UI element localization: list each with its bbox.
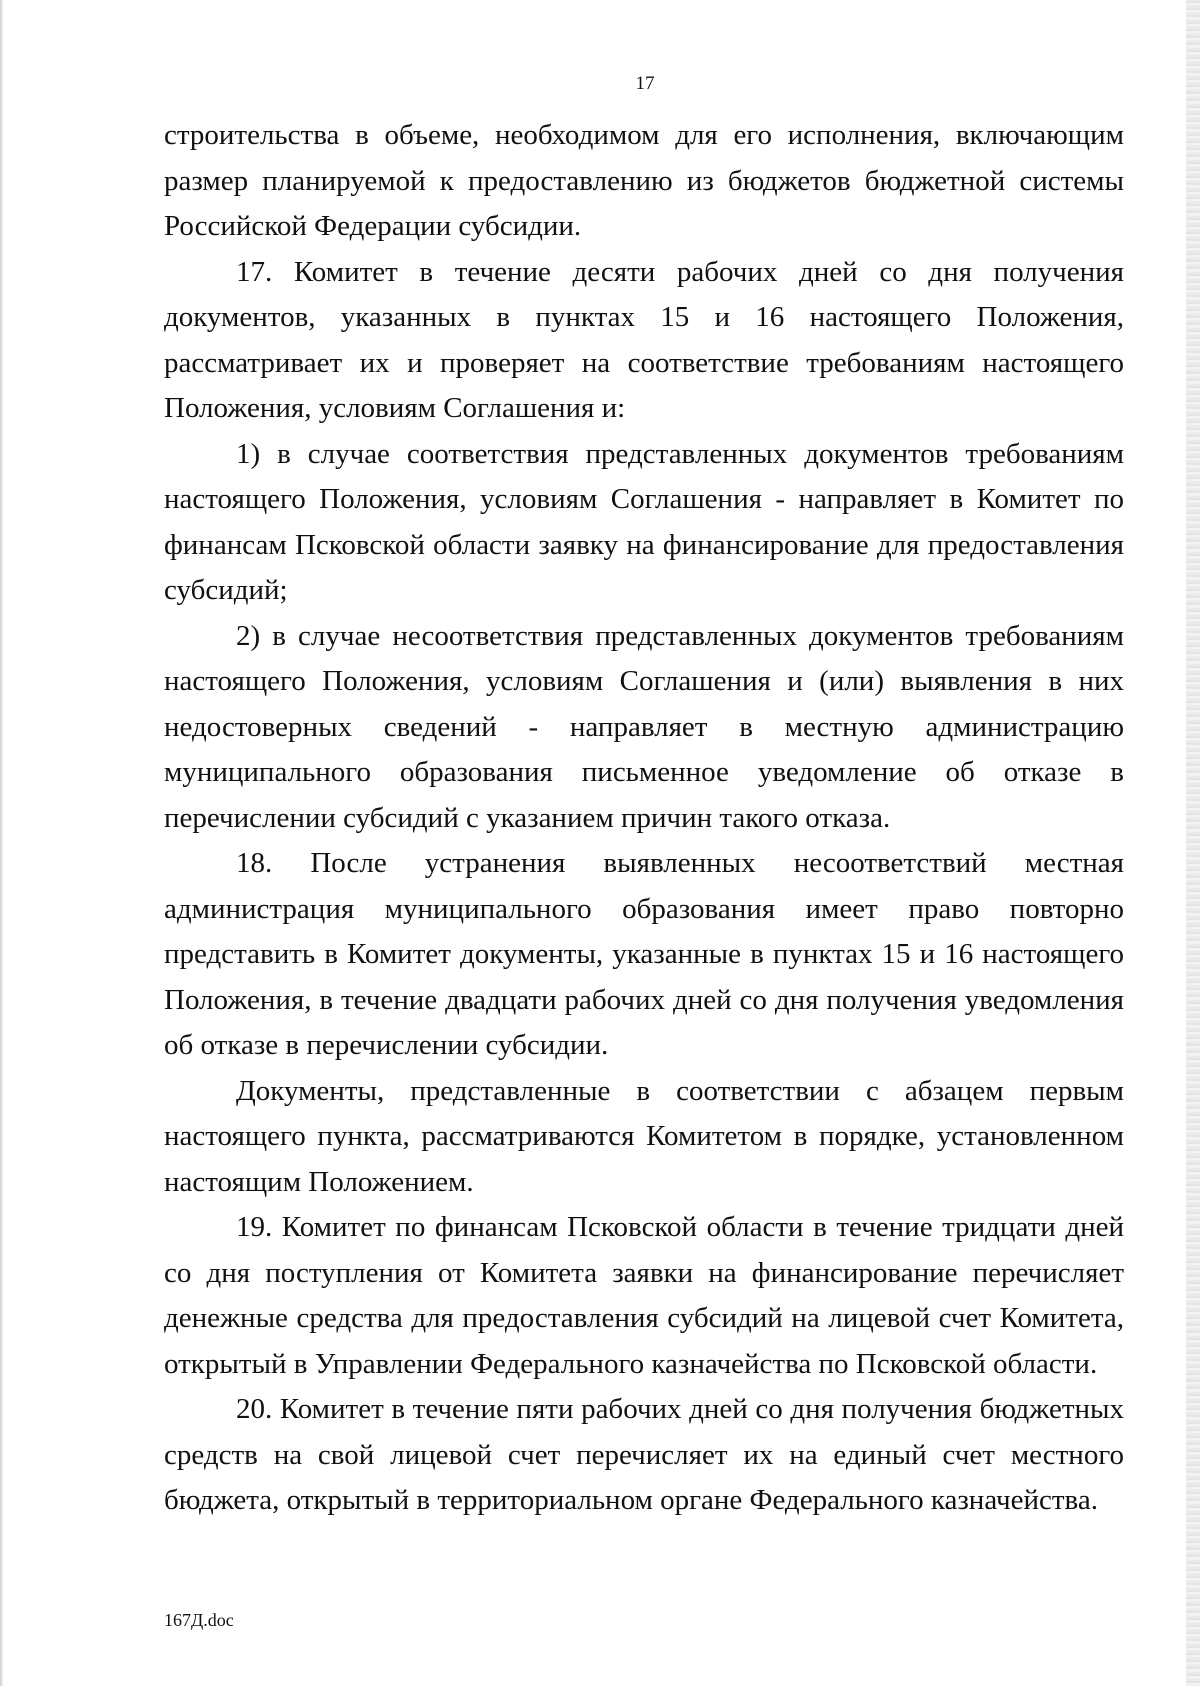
scan-edge-left: [0, 0, 3, 1686]
paragraph-item-20: 20. Комитет в течение пяти рабочих дней со дня получения бюджетных средств на свой лицевой счет перечисляет их на единый счет местного бюджета, открытый в территориальном органе Федерального казначейства.: [164, 1393, 1124, 1516]
paragraph-item-18: 18. После устранения выявленных несоответствий местная администрация муниципального образования имеет право повторно представить в Комитет документы, указанные в пунктах 15 и 16 настоящего Положения, в течение двадцати рабочих дней со дня получения уведомления об отказе в перечислении субсидии.: [164, 847, 1124, 1061]
paragraph-item-18-second: Документы, представленные в соответствии с абзацем первым настоящего пункта, рассматриваются Комитетом в порядке, установленном настоящим Положением.: [164, 1074, 1124, 1198]
footer-filename: 167Д.doc: [164, 1610, 234, 1630]
scan-edge-right: [1186, 0, 1200, 1686]
paragraph-item-19: 19. Комитет по финансам Псковской области в течение тридцати дней со дня поступления от Комитета заявки на финансирование перечисляет денежные средства для предоставления субсидий на лицевой счет Комитета, открытый в Управлении Федерального казначейства по Псковской области.: [164, 1211, 1124, 1380]
document-body: [164, 113, 1124, 1524]
paragraph-subitem-2: 2) в случае несоответствия представленных документов требованиям настоящего Положения, условиям Соглашения и (или) выявления в них недостоверных сведений - направляет в местную администрацию муниципального образования письменное уведомление об отказе в перечислении субсидий с указанием причин такого отказа.: [164, 619, 1124, 834]
paragraph-item-17: 17. Комитет в течение десяти рабочих дней со дня получения документов, указанных в пунктах 15 и 16 настоящего Положения, рассматривает их и проверяет на соответствие требованиям настоящего Положения, условиям Соглашения и:: [164, 255, 1124, 424]
paragraph-continuation: строительства в объеме, необходимом для его исполнения, включающим размер планируемой к предоставлению из бюджетов бюджетной системы Российской Федерации субсидии.: [164, 119, 1124, 242]
page-number: 17: [635, 73, 655, 94]
paragraph-subitem-1: 1) в случае соответствия представленных документов требованиям настоящего Положения, условиям Соглашения - направляет в Комитет по финансам Псковской области заявку на финансирование для предоставления субсидий;: [164, 437, 1124, 606]
